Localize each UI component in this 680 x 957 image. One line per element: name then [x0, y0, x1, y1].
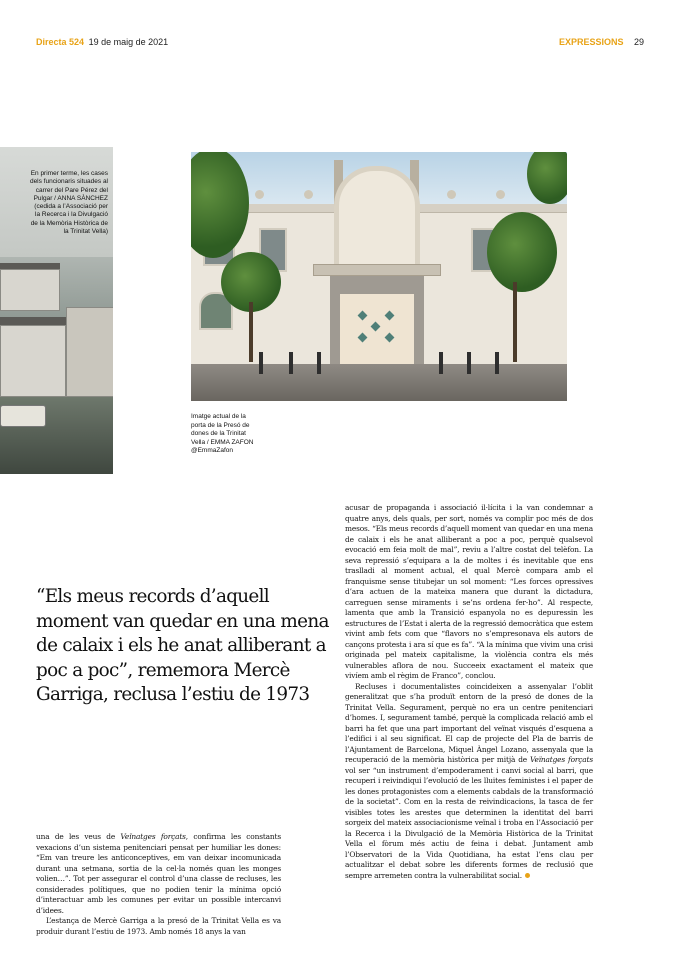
facade-ornament — [255, 190, 264, 199]
bollard — [439, 352, 443, 374]
publication-name: Directa 524 — [36, 37, 85, 47]
tree-trunk — [513, 282, 517, 362]
paragraph: L’estança de Mercè Garriga a la presó de la Trinitat Vella es va produir durant l’estiu de 1973. Amb només 18 anys la van — [36, 916, 281, 936]
paragraph — [345, 682, 593, 882]
page-number: 29 — [633, 37, 644, 47]
text-run: una de les veus de — [36, 832, 121, 841]
documentary-title: Veïnatges forçats — [529, 755, 593, 764]
bollard — [259, 352, 263, 374]
main-photo-caption: Imatge actual de la porta de la Presó de dones de la Trinitat Vella / EMMA ZAFON @EmmaZafon — [191, 413, 254, 454]
tree-trunk — [249, 302, 253, 362]
street-pavement — [191, 364, 567, 401]
text-run: Recluses i documentalistes coincideixen a assenyalar l’oblit generalitzat que s’ha produït entorn de la presó de dones de la Trinitat Vella. Segurament, perquè no era un centre penitenciari d’homes. I, segurament també, perquè la complicada relació amb el barri ha fet que una part important del veïnat visqués d’esquena a l’edifici i al seu significat. El cap de projecte del Pla de barris de l’Ajuntament de Barcelona, Miquel Àngel Lozano, assenyala que la recuperació de la memòria històrica per mitjà de — [345, 681, 593, 764]
bollard — [317, 352, 321, 374]
bollard — [289, 352, 293, 374]
facade-ornament — [304, 190, 313, 199]
documentary-title: Veïnatges forçats — [120, 832, 186, 841]
facade-ornament — [447, 190, 456, 199]
historic-photo-building — [0, 325, 66, 397]
article-column-right — [345, 503, 593, 881]
article-column-left — [36, 832, 281, 937]
bollard — [495, 352, 499, 374]
section-name: EXPRESSIONS — [558, 37, 624, 47]
paragraph: acusar de propaganda i associació il·lícita i la van condemnar a quatre anys, dels quals, per sort, només va complir poc més de dos mesos. “Els meus records d’aquell moment van quedar en una mena de calaix i els he anat alliberant a poc a poc, perquè qualsevol evocació em feia molt de mal”, reviu a l’altre costat del telèfon. La seva repressió s’equipara a la de moltes i és inevitable que ens traslladi al moment actual, el qual Mercè compara amb el franquisme sense titubejar un sol moment: “Les forces opressives d’ara actuen de la mateixa manera que durant la dictadura, carreguen sense miraments i se’ns ordena fer-ho”. Al respecte, lamenta que amb la Transició espanyola no es depuressin les estructures de l’Estat i alerta de la regressió democràtica que estem vivint amb fets com que “flavors no s’empresonava els autors de cançons protesta i ara sí que es fa”. “A la mínima que vivim una crisi originada pel mateix capitalisme, la violència contra els més vulnerables aflora de nou. Succeeix exactament el mateix que vivíem amb el règim de Franco”, conclou. — [345, 503, 593, 680]
page-header-left — [36, 37, 168, 47]
historic-photo-van — [0, 405, 46, 427]
bollard — [467, 352, 471, 374]
text-run: vol ser “un instrument d’empoderament i canvi social al barri, que recuperi i reivindiqui l’evolució de les lluites feministes i el paper de les dones protagonistes com a elements cabdals de la transformació de la societat”. Com en la resta de reivindicacions, la tasca de fer visibles totes les arestes que determinen la identitat del barri sorgeix del mateix associacionisme veïnal i troba en l’Associació per la Recerca i la Divulgació de la Memòria Històrica de la Trinitat Vella el fòrum més actiu de feina i debat. Juntament amb l’Observatori de la Vida Quotidiana, ha estat l’ens clau per actualitzar el debat sobre les diferents formes de reclusió que sempre arremeten contra la vulnerabilitat social. — [345, 765, 593, 880]
door-lintel — [313, 264, 441, 276]
facade-arch — [334, 166, 420, 279]
main-photo — [191, 152, 567, 401]
text-run: , confirma les constants vexacions d’un sistema penitenciari pensat per humiliar les dones: “Em van treure les anticonceptives, em van deixar incomunicada durant una setmana, sortia de la cel·la només quan les monges volien…”. Tot per assegurar el control d’una classe de recluses, les considerades polítiques, que no podien tenir la mínima opció d’interactuar amb les comunes per evitar un possible intercanvi d’idees. — [36, 832, 281, 915]
tree — [487, 212, 557, 292]
end-of-article-dot — [525, 873, 530, 878]
historic-photo-building — [66, 307, 113, 397]
historic-photo-caption: En primer terme, les cases dels funcionaris situades al carrer del Pare Pérez del Pulgar / ANNA SÀNCHEZ (cedida a l’Associació per la Recerca i la Divulgació de la Memòria Històrica de la Trinitat Vella) — [29, 170, 108, 236]
issue-date: 19 de maig de 2021 — [88, 37, 169, 47]
paragraph — [36, 832, 281, 916]
historic-photo-building — [0, 269, 60, 311]
page-header-right — [559, 37, 644, 47]
facade-ornament — [496, 190, 505, 199]
prison-door — [340, 294, 414, 366]
pull-quote: “Els meus records d’aquell moment van quedar en una mena de calaix i els he anat alliberant a poc a poc”, rememora Mercè Garriga, reclusa l’estiu de 1973 — [36, 586, 329, 706]
